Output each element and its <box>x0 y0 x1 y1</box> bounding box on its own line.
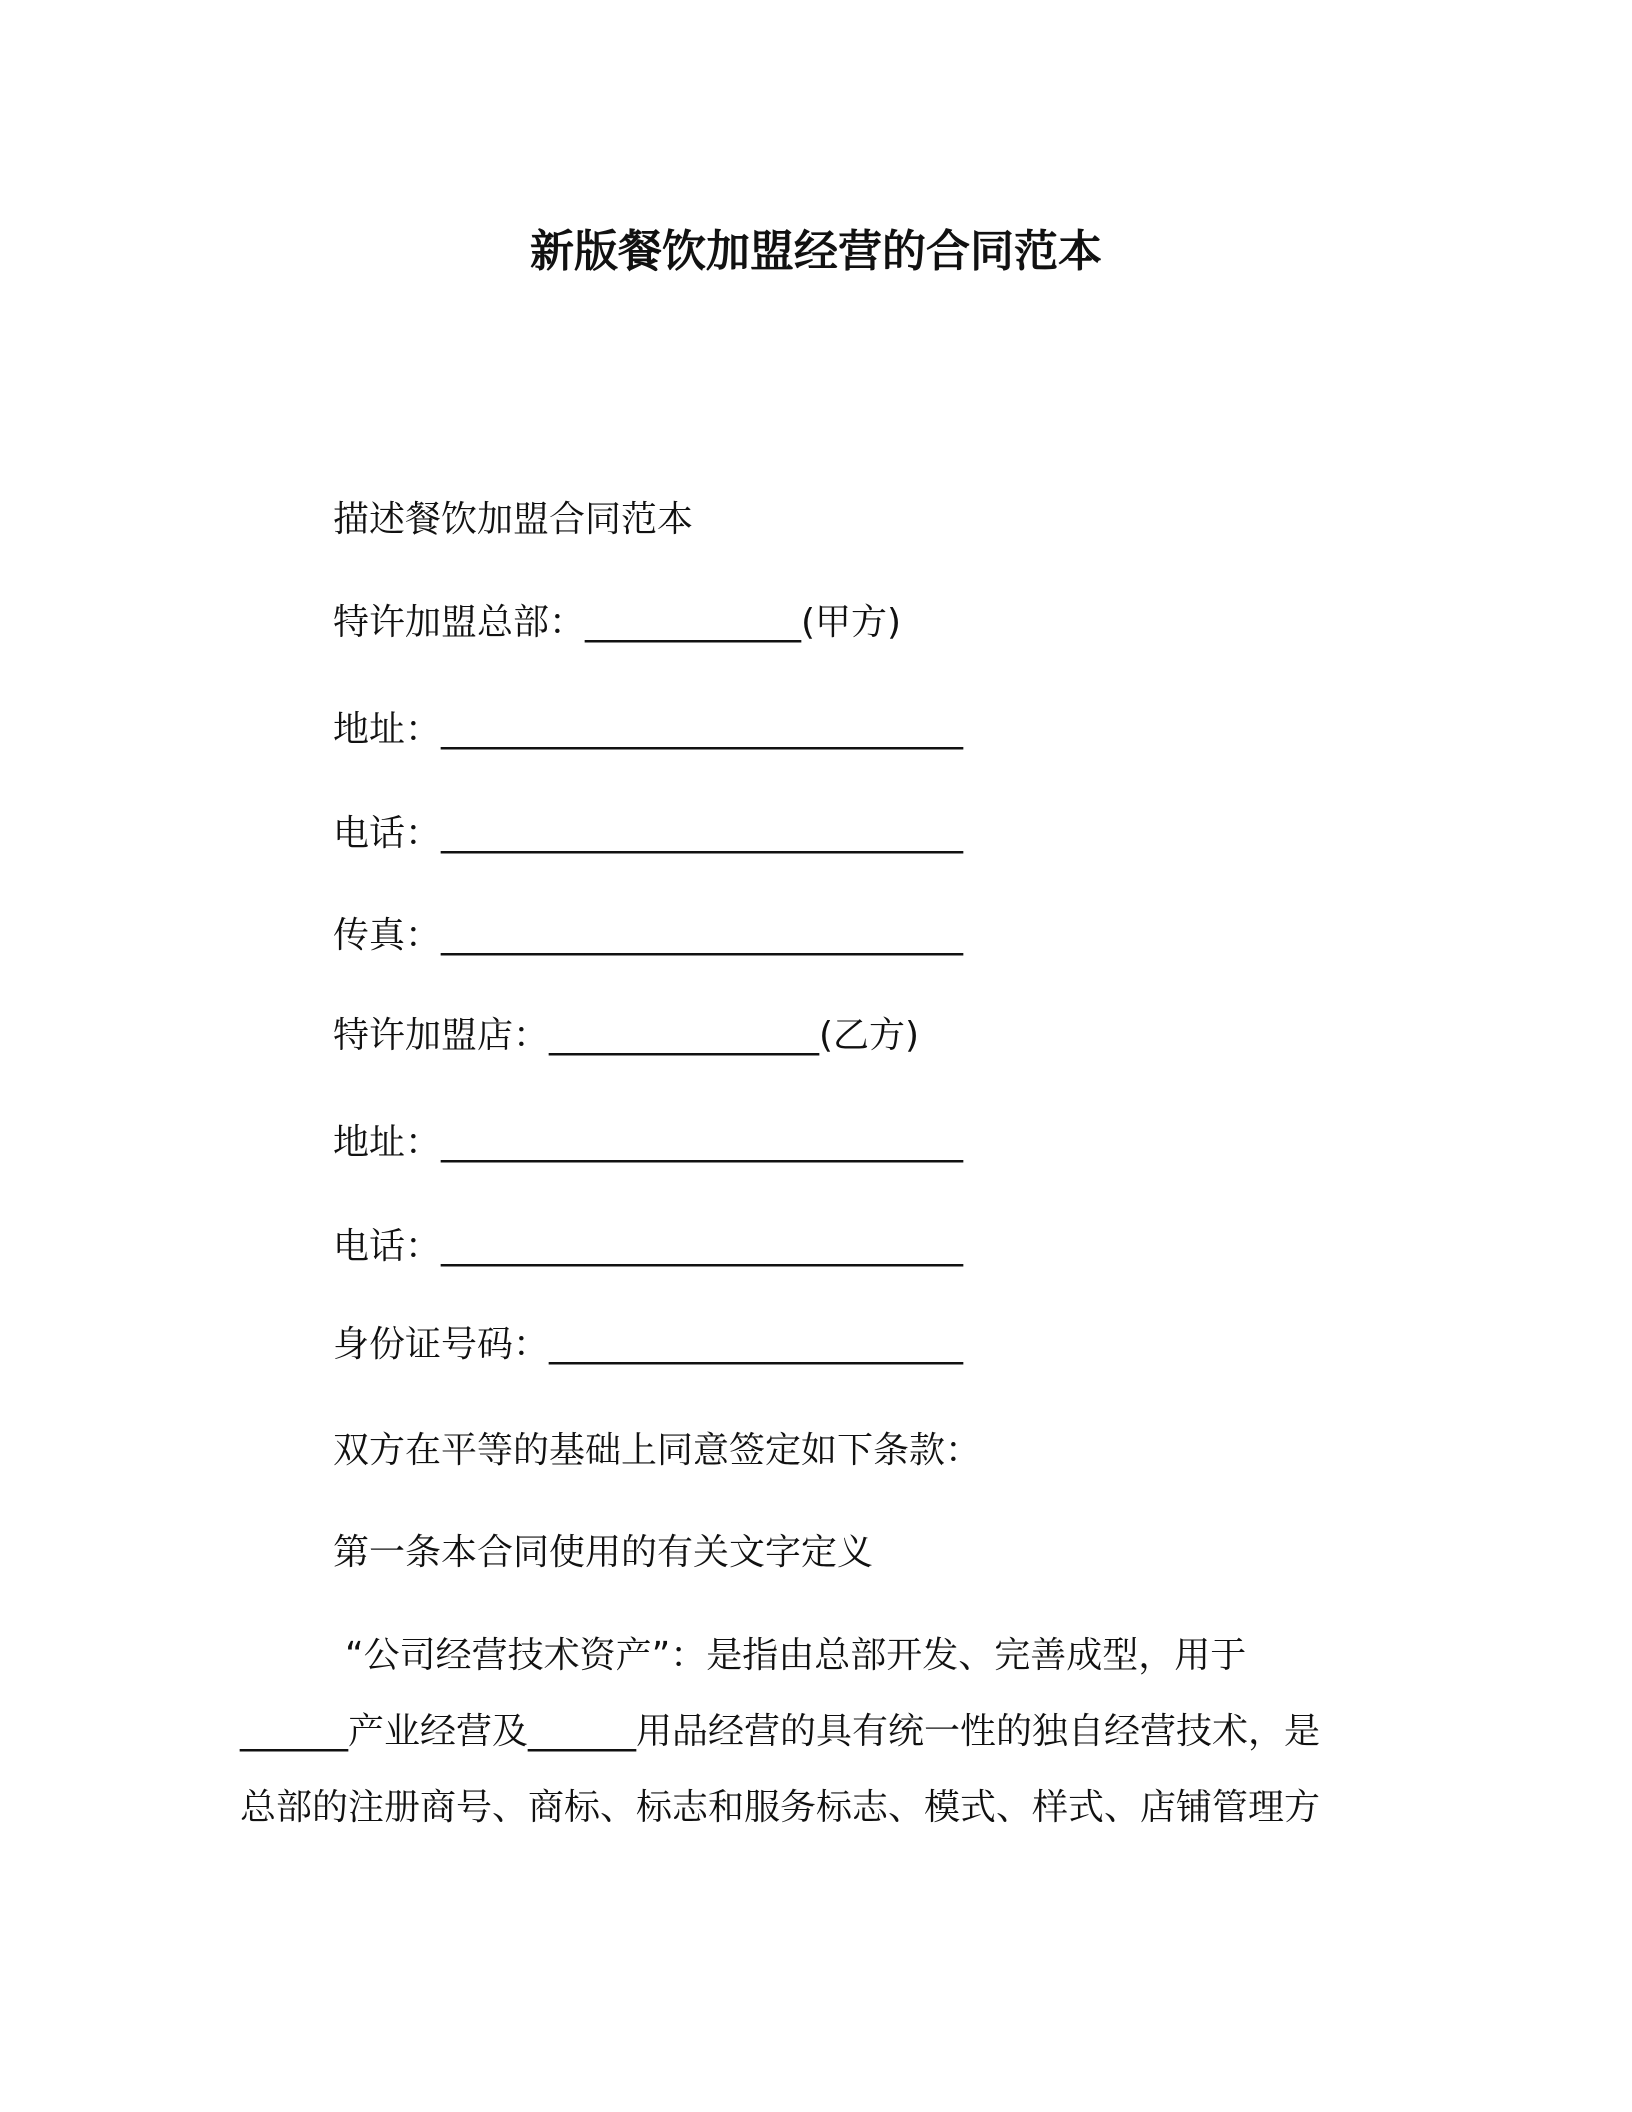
franchisee-address-field: 地址：_____________________________ <box>333 1122 964 1163</box>
subtitle-line: 描述餐饮加盟合同范本 <box>333 499 694 540</box>
definition-paragraph-line-1: “公司经营技术资产”：是指由总部开发、完善成型，用于 <box>345 1635 1247 1676</box>
document-title: 新版餐饮加盟经营的合同范本 <box>530 226 1102 277</box>
article-one-heading: 第一条本合同使用的有关文字定义 <box>333 1532 874 1573</box>
franchisee-phone-field: 电话：_____________________________ <box>333 1226 964 1267</box>
definition-paragraph-line-3: 总部的注册商号、商标、标志和服务标志、模式、样式、店铺管理方 <box>240 1787 1321 1828</box>
franchisor-fax-field: 传真：_____________________________ <box>333 915 964 956</box>
franchisee-field: 特许加盟店：_______________(乙方) <box>333 1015 920 1056</box>
franchisor-field: 特许加盟总部：____________(甲方) <box>333 602 902 643</box>
definition-paragraph-line-2: ______产业经营及______用品经营的具有统一性的独自经营技术，是 <box>240 1711 1321 1752</box>
franchisor-address-field: 地址：_____________________________ <box>333 709 964 750</box>
agreement-statement: 双方在平等的基础上同意签定如下条款： <box>333 1430 982 1471</box>
franchisor-phone-field: 电话：_____________________________ <box>333 813 964 854</box>
id-number-field: 身份证号码：_______________________ <box>333 1324 964 1365</box>
